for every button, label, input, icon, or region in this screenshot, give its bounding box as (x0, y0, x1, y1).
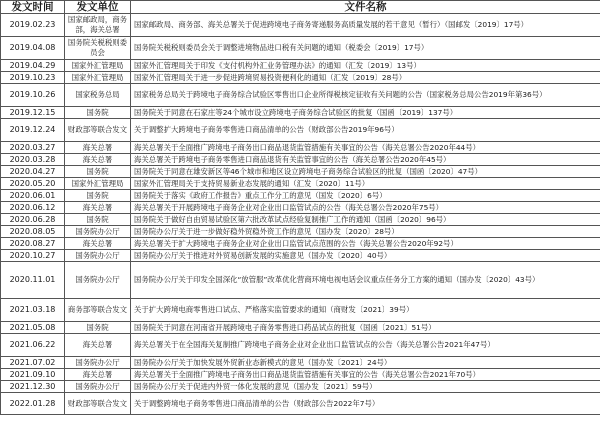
cell-unit: 国家外汇管理局 (65, 178, 131, 190)
table-row (1, 119, 600, 142)
cell-title: 国家邮政局、商务部、海关总署关于促进跨境电子商务寄递服务高质量发展的若干意见（暂行）（国邮发〔2019〕17号） (131, 14, 600, 37)
cell-unit: 商务部等联合发文 (65, 299, 131, 322)
cell-title: 海关总署关于全面推广跨境电子商务出口商品退货监管措施有关事宜的公告（海关总署公告2020年44号） (131, 142, 600, 154)
cell-title: 关于调整扩大跨境电子商务零售进口商品清单的公告（财政部公告2019年96号） (131, 119, 600, 142)
table-row (1, 238, 600, 250)
cell-date: 2020.08.05 (1, 226, 65, 238)
table-row (1, 14, 600, 37)
cell-date: 2019.12.15 (1, 107, 65, 119)
cell-date: 2019.12.24 (1, 119, 65, 142)
cell-title: 国务院办公厅关于促进内外贸一体化发展的意见（国办发〔2021〕59号） (131, 381, 600, 393)
cell-unit: 国务院办公厅 (65, 226, 131, 238)
table-row (1, 107, 600, 119)
cell-title: 国务院办公厅关于印发全国深化“放管服”改革优化营商环境电视电话会议重点任务分工方案的通知（国办发〔2020〕43号） (131, 262, 600, 299)
cell-date: 2019.10.26 (1, 84, 65, 107)
table-row (1, 299, 600, 322)
cell-date: 2020.03.27 (1, 142, 65, 154)
cell-date: 2021.05.08 (1, 322, 65, 334)
cell-title: 国务院办公厅关于进一步做好稳外贸稳外资工作的意见（国办发〔2020〕28号） (131, 226, 600, 238)
table-row (1, 190, 600, 202)
header-date: 发文时间 (1, 1, 65, 14)
cell-title: 国家税务总局关于跨境电子商务综合试验区零售出口企业所得税核定征收有关问题的公告（国家税务总局公告2019年第36号） (131, 84, 600, 107)
cell-title: 海关总署关于跨境电子商务零售进口商品退货有关监管事宜的公告（海关总署公告2020年45号） (131, 154, 600, 166)
header-title: 文件名称 (131, 1, 600, 14)
cell-unit: 国务院 (65, 166, 131, 178)
cell-date: 2020.06.12 (1, 202, 65, 214)
cell-unit: 国家外汇管理局 (65, 72, 131, 84)
cell-unit: 国务院关税税则委员会 (65, 37, 131, 60)
cell-title: 国家外汇管理局关于进一步促进跨境贸易投资便利化的通知（汇发〔2019〕28号） (131, 72, 600, 84)
table-row (1, 202, 600, 214)
table-row (1, 226, 600, 238)
table-row (1, 214, 600, 226)
cell-unit: 海关总署 (65, 154, 131, 166)
cell-title: 国务院关于同意在雄安新区等46个城市和地区设立跨境电子商务综合试验区的批复（国函〔2020〕47号） (131, 166, 600, 178)
cell-unit: 国务院 (65, 322, 131, 334)
cell-date: 2020.03.28 (1, 154, 65, 166)
table-row (1, 154, 600, 166)
cell-unit: 国务院 (65, 190, 131, 202)
cell-title: 国务院关于同意在河南省开展跨境电子商务零售进口药品试点的批复（国函〔2021〕51号） (131, 322, 600, 334)
table-row (1, 369, 600, 381)
cell-title: 国务院关于落实《政府工作报告》重点工作分工的意见（国发〔2020〕6号） (131, 190, 600, 202)
cell-title: 国家外汇管理局关于支持贸易新业态发展的通知（汇发〔2020〕11号） (131, 178, 600, 190)
table-row (1, 262, 600, 299)
cell-date: 2021.07.02 (1, 357, 65, 369)
cell-date: 2019.04.08 (1, 37, 65, 60)
cell-title: 国务院办公厅关于加快发展外贸新业态新模式的意见（国办发〔2021〕24号） (131, 357, 600, 369)
cell-date: 2021.06.22 (1, 334, 65, 357)
cell-title: 海关总署关于全面推广跨境电子商务出口商品退货监管措施有关事宜的公告（海关总署公告2021年70号） (131, 369, 600, 381)
cell-unit: 国务院 (65, 107, 131, 119)
header-unit: 发文单位 (65, 1, 131, 14)
table-row (1, 250, 600, 262)
table-row (1, 357, 600, 369)
cell-date: 2019.04.29 (1, 60, 65, 72)
cell-title: 国务院关于同意在石家庄等24个城市设立跨境电子商务综合试验区的批复（国函〔2019〕137号） (131, 107, 600, 119)
cell-unit: 海关总署 (65, 238, 131, 250)
cell-unit: 国务院 (65, 214, 131, 226)
table-row (1, 37, 600, 60)
cell-title: 关于扩大跨境电商零售进口试点、严格落实监管要求的通知（商财发〔2021〕39号） (131, 299, 600, 322)
cell-title: 国家外汇管理局关于印发《支付机构外汇业务管理办法》的通知（汇发〔2019〕13号） (131, 60, 600, 72)
cell-unit: 国务院办公厅 (65, 381, 131, 393)
cell-unit: 国务院办公厅 (65, 262, 131, 299)
table-row (1, 142, 600, 154)
table-row (1, 84, 600, 107)
cell-title: 国务院关税税则委员会关于调整进境物品进口税有关问题的通知（税委会〔2019〕17号） (131, 37, 600, 60)
cell-unit: 海关总署 (65, 369, 131, 381)
cell-date: 2020.06.28 (1, 214, 65, 226)
cell-unit: 国家税务总局 (65, 84, 131, 107)
cell-unit: 财政部等联合发文 (65, 393, 131, 415)
cell-unit: 国家邮政局，商务部，海关总署 (65, 14, 131, 37)
cell-date: 2020.10.27 (1, 250, 65, 262)
table-row (1, 381, 600, 393)
cell-unit: 财政部等联合发文 (65, 119, 131, 142)
cell-title: 国务院办公厅关于推进对外贸易创新发展的实施意见（国办发〔2020〕40号） (131, 250, 600, 262)
cell-date: 2021.09.10 (1, 369, 65, 381)
cell-date: 2020.06.01 (1, 190, 65, 202)
cell-date: 2020.11.01 (1, 262, 65, 299)
cell-date: 2020.05.20 (1, 178, 65, 190)
table-row (1, 60, 600, 72)
table-row (1, 393, 600, 415)
cell-title: 关于调整跨境电子商务零售进口商品清单的公告（财政部公告2022年7号） (131, 393, 600, 415)
table-row (1, 178, 600, 190)
table-row (1, 322, 600, 334)
table-row (1, 72, 600, 84)
cell-unit: 国务院办公厅 (65, 357, 131, 369)
cell-unit: 海关总署 (65, 202, 131, 214)
cell-title: 海关总署关于开展跨境电子商务企业对企业出口监管试点的公告（海关总署公告2020年75号） (131, 202, 600, 214)
cell-unit: 海关总署 (65, 334, 131, 357)
cell-unit: 国家外汇管理局 (65, 60, 131, 72)
cell-date: 2019.10.23 (1, 72, 65, 84)
cell-title: 海关总署关于在全国海关复制推广跨境电子商务企业对企业出口监管试点的公告（海关总署公告2021年47号） (131, 334, 600, 357)
cell-unit: 海关总署 (65, 142, 131, 154)
cell-title: 国务院关于做好自由贸易试验区第六批改革试点经验复制推广工作的通知（国函〔2020〕96号） (131, 214, 600, 226)
table-header-row (1, 1, 600, 14)
cell-date: 2020.08.27 (1, 238, 65, 250)
cell-date: 2021.12.30 (1, 381, 65, 393)
cell-date: 2019.02.23 (1, 14, 65, 37)
cell-date: 2021.03.18 (1, 299, 65, 322)
table-row (1, 166, 600, 178)
cell-date: 2020.04.27 (1, 166, 65, 178)
table-row (1, 334, 600, 357)
cell-title: 海关总署关于扩大跨境电子商务企业对企业出口监管试点范围的公告（海关总署公告2020年92号） (131, 238, 600, 250)
cell-unit: 国务院办公厅 (65, 250, 131, 262)
cell-date: 2022.01.28 (1, 393, 65, 415)
